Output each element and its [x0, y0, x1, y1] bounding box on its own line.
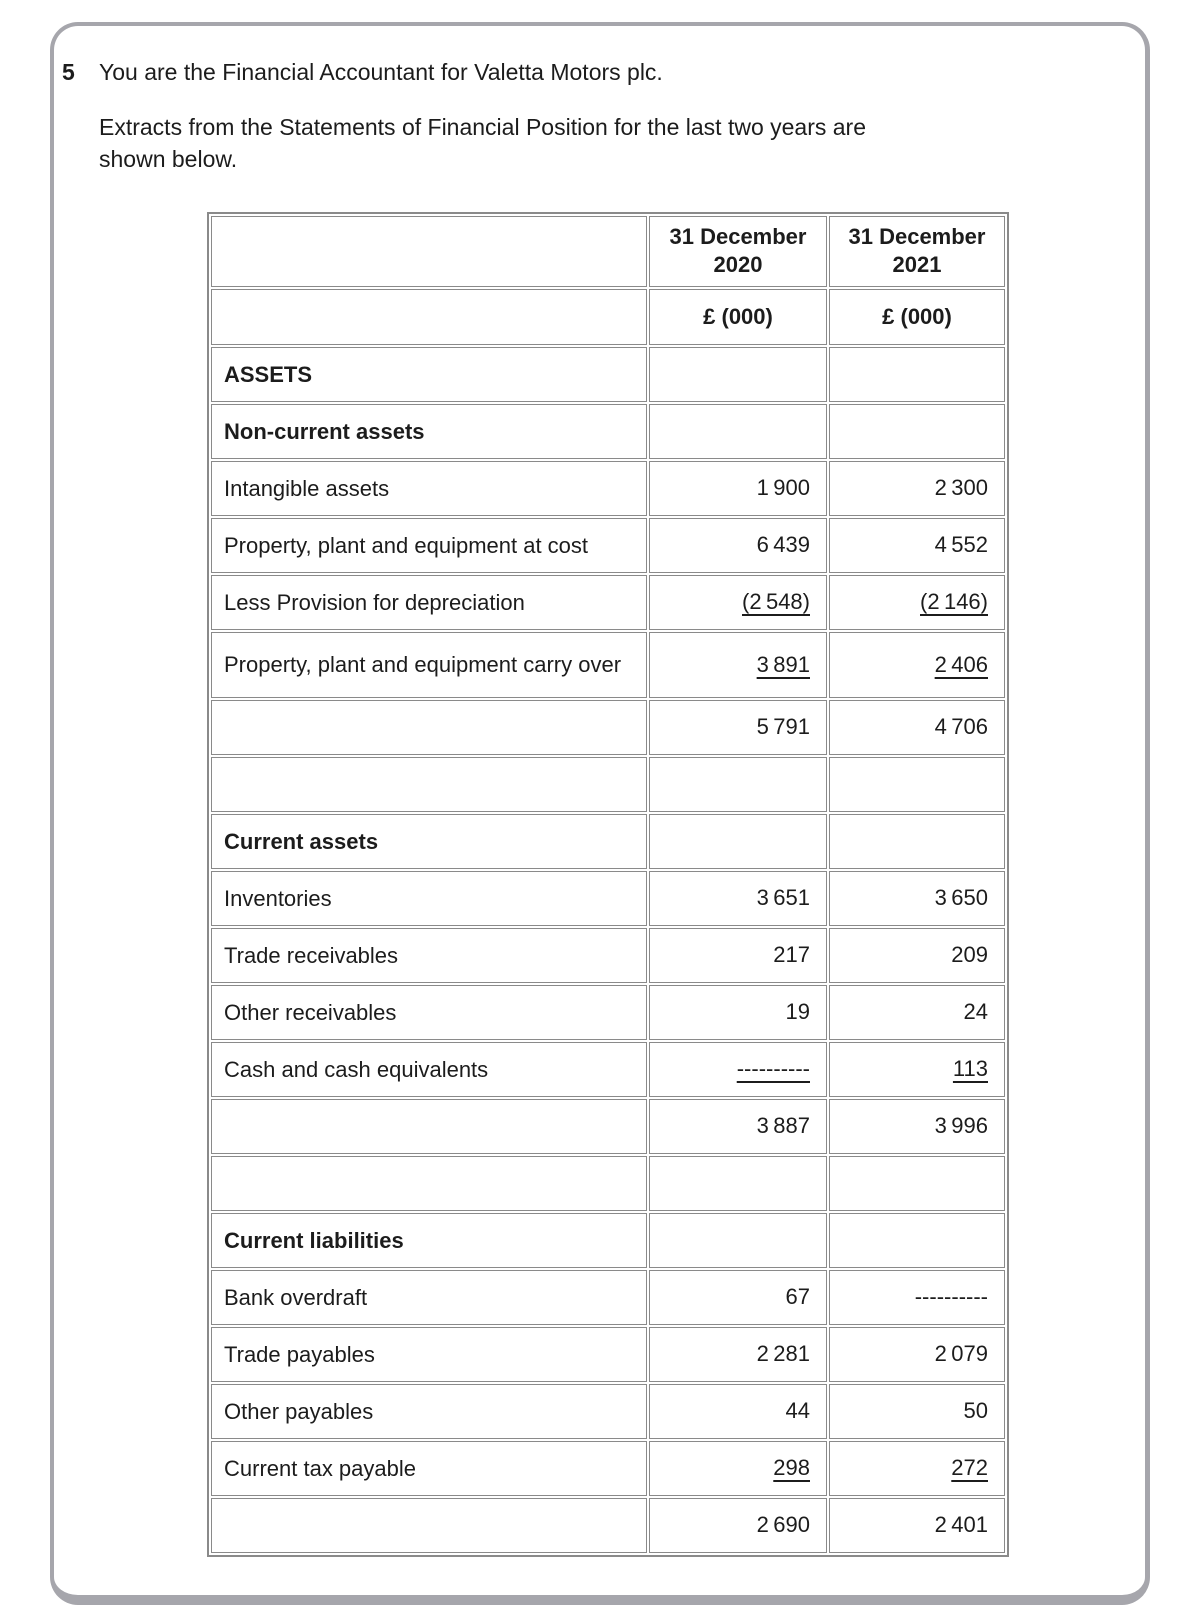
value-2020: 1 900	[649, 461, 827, 516]
row-label: Non-current assets	[211, 404, 647, 459]
value-2021	[829, 575, 1005, 630]
value-2020	[649, 814, 827, 869]
row-label: Property, plant and equipment at cost	[211, 518, 647, 573]
underlined-value: 3 891	[756, 651, 810, 677]
value-2020	[649, 404, 827, 459]
value-2020: 217	[649, 928, 827, 983]
value-2020: 5 791	[649, 700, 827, 755]
row-label: Less Provision for depreciation	[211, 575, 647, 630]
table-row-trade-receivables	[211, 928, 1005, 983]
question-description: Extracts from the Statements of Financial Position for the last two years are shown below.	[99, 114, 866, 172]
underlined-value: (2 548)	[742, 589, 810, 615]
table-row-other-receivables	[211, 985, 1005, 1040]
row-label	[211, 1156, 647, 1211]
row-label: Inventories	[211, 871, 647, 926]
table-row-cash	[211, 1042, 1005, 1097]
value-2020	[649, 575, 827, 630]
table-row-current-assets-total	[211, 1099, 1005, 1154]
value-2020: 3 651	[649, 871, 827, 926]
value-2020: 2 281	[649, 1327, 827, 1382]
value-2021	[829, 757, 1005, 812]
value-2020	[649, 347, 827, 402]
value-2020: 67	[649, 1270, 827, 1325]
value-2020: 2 690	[649, 1498, 827, 1553]
row-label: Intangible assets	[211, 461, 647, 516]
value-2020: 3 887	[649, 1099, 827, 1154]
underlined-value: 272	[951, 1455, 988, 1481]
table-row-spacer	[211, 757, 1005, 812]
row-label	[211, 700, 647, 755]
value-2020	[649, 757, 827, 812]
value-2021: 2 079	[829, 1327, 1005, 1382]
table-row-spacer	[211, 1156, 1005, 1211]
value-2020: 6 439	[649, 518, 827, 573]
value-2021: 2 300	[829, 461, 1005, 516]
question-box	[50, 22, 1150, 1605]
row-label: ASSETS	[211, 347, 647, 402]
table-unit-row	[211, 289, 1005, 345]
value-2021	[829, 1213, 1005, 1268]
col-header-2021: 31 December 2021	[829, 216, 1005, 287]
table-row-current-assets	[211, 814, 1005, 869]
value-2020: 19	[649, 985, 827, 1040]
value-2020	[649, 1441, 827, 1496]
table-row-bank-overdraft	[211, 1270, 1005, 1325]
row-label: Bank overdraft	[211, 1270, 647, 1325]
table-row-provision-depreciation	[211, 575, 1005, 630]
table-row-trade-payables	[211, 1327, 1005, 1382]
row-label	[211, 1498, 647, 1553]
value-2021	[829, 404, 1005, 459]
value-2021: 50	[829, 1384, 1005, 1439]
row-label: Other payables	[211, 1384, 647, 1439]
table-row-non-current-total	[211, 700, 1005, 755]
value-2021: 3 650	[829, 871, 1005, 926]
value-2021: 209	[829, 928, 1005, 983]
underlined-value: 113	[952, 1056, 988, 1082]
row-label: Trade receivables	[211, 928, 647, 983]
row-label: Cash and cash equivalents	[211, 1042, 647, 1097]
header-empty	[211, 216, 647, 287]
table-row-ppe-carry-over	[211, 632, 1005, 698]
row-label: Current tax payable	[211, 1441, 647, 1496]
value-2021: 4 706	[829, 700, 1005, 755]
underlined-value: 298	[773, 1455, 810, 1481]
table-row-other-payables	[211, 1384, 1005, 1439]
value-2021	[829, 1156, 1005, 1211]
row-label	[211, 757, 647, 812]
underlined-value: ----------	[736, 1056, 810, 1082]
value-2020	[649, 632, 827, 698]
table-header-row	[211, 216, 1005, 287]
value-2021: 3 996	[829, 1099, 1005, 1154]
row-label: Other receivables	[211, 985, 647, 1040]
unit-2020: £ (000)	[649, 289, 827, 345]
table-row-inventories	[211, 871, 1005, 926]
question-number: 5	[62, 59, 75, 85]
row-label: Trade payables	[211, 1327, 647, 1382]
row-label: Current assets	[211, 814, 647, 869]
row-label	[211, 1099, 647, 1154]
table-row-current-tax-payable	[211, 1441, 1005, 1496]
unit-2021: £ (000)	[829, 289, 1005, 345]
value-2021: 2 401	[829, 1498, 1005, 1553]
value-2021	[829, 632, 1005, 698]
table-row-ppe-at-cost	[211, 518, 1005, 573]
value-2021	[829, 814, 1005, 869]
underlined-value: 2 406	[934, 651, 988, 677]
question-intro: You are the Financial Accountant for Valetta Motors plc.	[99, 59, 663, 85]
value-2020: 44	[649, 1384, 827, 1439]
value-2020	[649, 1042, 827, 1097]
value-2021	[829, 347, 1005, 402]
question-header	[62, 56, 1125, 88]
value-2020	[649, 1156, 827, 1211]
table-row-assets	[211, 347, 1005, 402]
value-2021: 24	[829, 985, 1005, 1040]
table-row-non-current-assets	[211, 404, 1005, 459]
value-2021	[829, 1042, 1005, 1097]
table-row-intangible-assets	[211, 461, 1005, 516]
unit-empty	[211, 289, 647, 345]
value-2020	[649, 1213, 827, 1268]
col-header-2020: 31 December 2020	[649, 216, 827, 287]
table-row-current-liabilities	[211, 1213, 1005, 1268]
financial-position-table	[207, 212, 1009, 1557]
underlined-value: (2 146)	[920, 589, 988, 615]
value-2021	[829, 1441, 1005, 1496]
row-label: Current liabilities	[211, 1213, 647, 1268]
table-row-current-liabilities-total	[211, 1498, 1005, 1553]
value-2021: 4 552	[829, 518, 1005, 573]
value-2021: ----------	[829, 1270, 1005, 1325]
row-label: Property, plant and equipment carry over	[211, 632, 647, 698]
